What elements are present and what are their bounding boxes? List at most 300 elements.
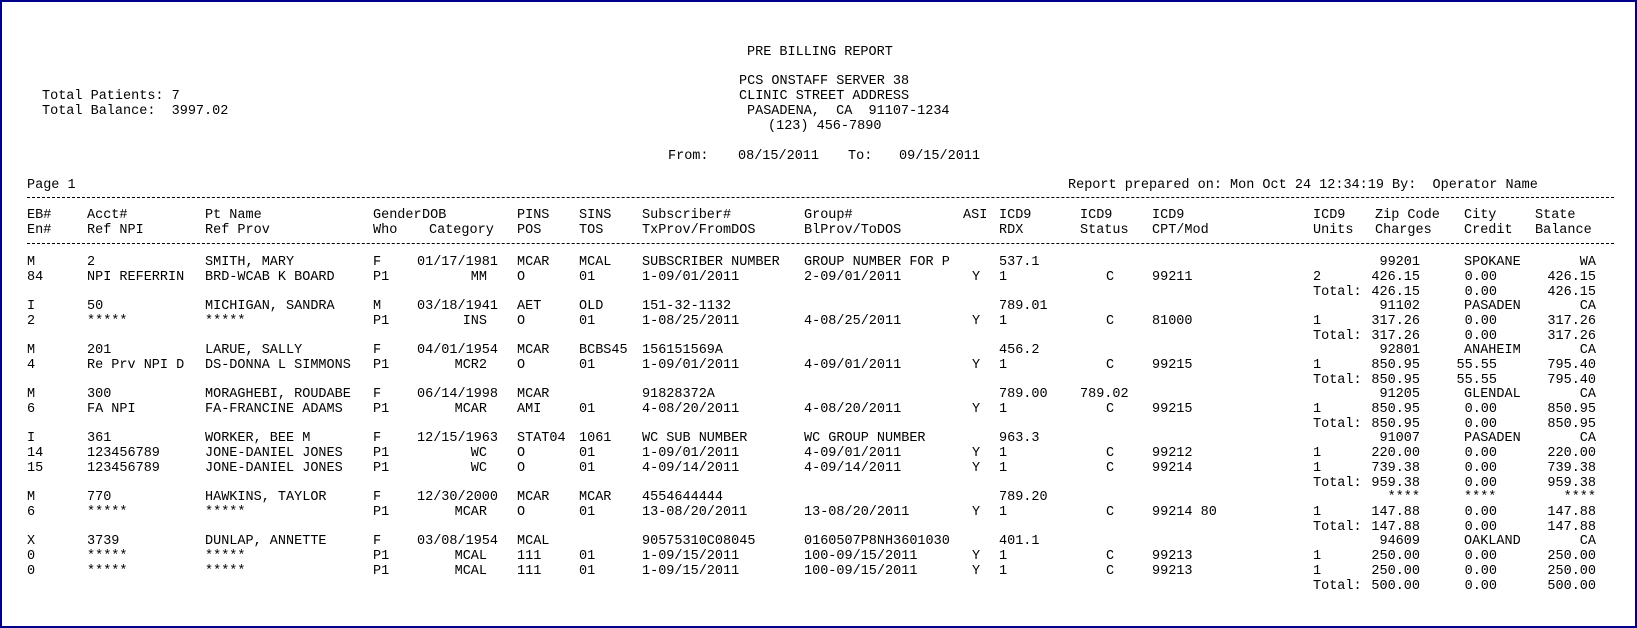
total-credit: 0.00 (1464, 285, 1497, 300)
dob: 03/08/1954 (417, 534, 499, 549)
asi: Y (972, 564, 981, 579)
icd9-rdx-ref: 1 (999, 402, 1008, 417)
primary-insurance: AET (517, 299, 542, 314)
group-number: 0160507P8NH3601030 (804, 534, 950, 549)
primary-insurance: STAT04 (517, 431, 566, 446)
icd9-status-code: C (1106, 402, 1115, 417)
balance: 850.95 (1547, 402, 1596, 417)
ref-provider: ***** (205, 505, 246, 520)
eb-code: M (27, 343, 36, 358)
eb-code: M (27, 255, 36, 270)
units: 1 (1313, 505, 1322, 520)
column-subheader: Units (1313, 223, 1354, 238)
icd9-rdx-ref: 1 (999, 564, 1008, 579)
pos: O (517, 446, 526, 461)
icd9-rdx-ref: 1 (999, 270, 1008, 285)
balance: 250.00 (1547, 549, 1596, 564)
tx-prov-from-dos: 4-08/20/2011 (642, 402, 740, 417)
category: MCR2 (454, 358, 487, 373)
eb-code: I (27, 299, 36, 314)
asi: Y (972, 505, 981, 520)
cpt-mod: 99213 (1152, 564, 1193, 579)
eb-code: X (27, 534, 36, 549)
column-subheader: Charges (1375, 223, 1432, 238)
category: INS (462, 314, 487, 329)
subscriber-number: 151-32-1132 (642, 299, 732, 314)
cpt-mod: 99212 (1152, 446, 1193, 461)
city: OAKLAND (1464, 534, 1521, 549)
balance: 250.00 (1547, 564, 1596, 579)
column-header: Pt Name (205, 208, 262, 223)
total-patients: Total Patients: 7 (42, 89, 180, 104)
tos: 01 (579, 314, 596, 329)
column-subheader: Who (373, 223, 398, 238)
pos: 111 (517, 564, 542, 579)
who: P1 (373, 358, 390, 373)
category: MCAL (454, 564, 487, 579)
units: 1 (1313, 314, 1322, 329)
asi: Y (972, 461, 981, 476)
account-number: 300 (87, 387, 112, 402)
cpt-mod: 99215 (1152, 402, 1193, 417)
subscriber-number: 4554644444 (642, 490, 724, 505)
icd9-rdx-ref: 1 (999, 314, 1008, 329)
total-label: Total: (1313, 285, 1362, 300)
column-header: Zip Code (1375, 208, 1440, 223)
cpt-mod: 99211 (1152, 270, 1193, 285)
tx-prov-from-dos: 1-09/01/2011 (642, 446, 740, 461)
secondary-insurance: MCAR (579, 490, 612, 505)
total-balance-amount: 959.38 (1547, 476, 1596, 491)
ref-provider: JONE-DANIEL JONES (205, 446, 343, 461)
column-subheader: POS (517, 223, 542, 238)
credit: 0.00 (1464, 314, 1497, 329)
column-subheader: Credit (1464, 223, 1513, 238)
tx-prov-from-dos: 1-09/15/2011 (642, 549, 740, 564)
credit: 0.00 (1464, 270, 1497, 285)
ref-npi: ***** (87, 564, 128, 579)
subscriber-number: WC SUB NUMBER (642, 431, 748, 446)
asi: Y (972, 446, 981, 461)
asi: Y (972, 270, 981, 285)
dob: 12/30/2000 (417, 490, 499, 505)
who: P1 (373, 549, 390, 564)
total-credit: 0.00 (1464, 476, 1497, 491)
icd9-status-code: C (1106, 314, 1115, 329)
gender: F (373, 431, 382, 446)
tos: 01 (579, 358, 596, 373)
who: P1 (373, 505, 390, 520)
bl-prov-to-dos: 2-09/01/2011 (804, 270, 902, 285)
total-credit: 55.55 (1456, 373, 1497, 388)
category: MCAR (454, 402, 487, 417)
balance: 220.00 (1547, 446, 1596, 461)
encounter-number: 15 (27, 461, 44, 476)
charges: 426.15 (1371, 270, 1420, 285)
patient-name: WORKER, BEE M (205, 431, 311, 446)
city: SPOKANE (1464, 255, 1521, 270)
column-header: ICD9 (1313, 208, 1346, 223)
who: P1 (373, 564, 390, 579)
balance: 426.15 (1547, 270, 1596, 285)
account-number: 770 (87, 490, 112, 505)
icd9-status-code: C (1106, 505, 1115, 520)
column-header: Group# (804, 208, 853, 223)
column-subheader: En# (27, 223, 52, 238)
column-subheader: Ref NPI (87, 223, 144, 238)
column-header: ICD9 (1080, 208, 1113, 223)
account-number: 201 (87, 343, 112, 358)
dob: 01/17/1981 (417, 255, 499, 270)
units: 1 (1313, 461, 1322, 476)
total-charges: 426.15 (1371, 285, 1420, 300)
zip-code: 94609 (1379, 534, 1420, 549)
report-title: PRE BILLING REPORT (747, 45, 893, 60)
total-credit: 0.00 (1464, 329, 1497, 344)
state: WA (1579, 255, 1596, 270)
patient-name: HAWKINS, TAYLOR (205, 490, 327, 505)
ref-provider: FA-FRANCINE ADAMS (205, 402, 343, 417)
column-header: Gender (373, 208, 422, 223)
credit: 0.00 (1464, 461, 1497, 476)
total-label: Total: (1313, 329, 1362, 344)
balance: 795.40 (1547, 358, 1596, 373)
charges: 850.95 (1371, 402, 1420, 417)
gender: F (373, 343, 382, 358)
patient-name: MORAGHEBI, ROUDABE (205, 387, 351, 402)
column-header: Subscriber# (642, 208, 732, 223)
patient-name: SMITH, MARY (205, 255, 295, 270)
total-label: Total: (1313, 579, 1362, 594)
city: ANAHEIM (1464, 343, 1521, 358)
who: P1 (373, 402, 390, 417)
bl-prov-to-dos: 100-09/15/2011 (804, 564, 918, 579)
icd9-status-code: C (1106, 446, 1115, 461)
icd9-rdx: 789.20 (999, 490, 1048, 505)
account-number: 361 (87, 431, 112, 446)
category: MM (470, 270, 487, 285)
total-charges: 147.88 (1371, 520, 1420, 535)
zip-code: **** (1387, 490, 1420, 505)
ref-npi: ***** (87, 314, 128, 329)
total-credit: 0.00 (1464, 579, 1497, 594)
category: WC (470, 446, 487, 461)
credit: 0.00 (1464, 564, 1497, 579)
pos: O (517, 461, 526, 476)
ref-provider: DS-DONNA L SIMMONS (205, 358, 351, 373)
dob: 06/14/1998 (417, 387, 499, 402)
eb-code: I (27, 431, 36, 446)
icd9-status-code: C (1106, 358, 1115, 373)
tx-prov-from-dos: 1-09/01/2011 (642, 358, 740, 373)
zip-code: 99201 (1379, 255, 1420, 270)
pos: O (517, 270, 526, 285)
bl-prov-to-dos: 4-09/01/2011 (804, 358, 902, 373)
state: CA (1579, 534, 1596, 549)
total-balance: Total Balance: 3997.02 (42, 104, 229, 119)
total-balance-amount: 147.88 (1547, 520, 1596, 535)
subscriber-number: SUBSCRIBER NUMBER (642, 255, 780, 270)
state: CA (1579, 343, 1596, 358)
org-address-line1: CLINIC STREET ADDRESS (739, 89, 910, 104)
ref-npi: NPI REFERRIN (87, 270, 185, 285)
encounter-number: 84 (27, 270, 44, 285)
subscriber-number: 90575310C08045 (642, 534, 756, 549)
pos: O (517, 505, 526, 520)
total-balance-amount: 850.95 (1547, 417, 1596, 432)
icd9-rdx-ref: 1 (999, 505, 1008, 520)
total-label: Total: (1313, 373, 1362, 388)
cpt-mod: 99214 80 (1152, 505, 1217, 520)
primary-insurance: MCAR (517, 255, 550, 270)
category: MCAL (454, 549, 487, 564)
account-number: 3739 (87, 534, 120, 549)
cpt-mod: 99215 (1152, 358, 1193, 373)
ref-npi: Re Prv NPI D (87, 358, 185, 373)
icd9-rdx-ref: 1 (999, 446, 1008, 461)
who: P1 (373, 314, 390, 329)
encounter-number: 6 (27, 402, 36, 417)
icd9-rdx-ref: 1 (999, 358, 1008, 373)
encounter-number: 2 (27, 314, 36, 329)
patient-name: DUNLAP, ANNETTE (205, 534, 327, 549)
state: **** (1563, 490, 1596, 505)
ref-provider: ***** (205, 314, 246, 329)
icd9-status-code: C (1106, 564, 1115, 579)
who: P1 (373, 446, 390, 461)
encounter-number: 0 (27, 564, 36, 579)
cpt-mod: 99213 (1152, 549, 1193, 564)
tos: 01 (579, 461, 596, 476)
tos: 01 (579, 549, 596, 564)
tos: 01 (579, 270, 596, 285)
zip-code: 92801 (1379, 343, 1420, 358)
charges: 250.00 (1371, 549, 1420, 564)
encounter-number: 6 (27, 505, 36, 520)
from-date: 08/15/2011 (738, 149, 820, 164)
credit: 55.55 (1456, 358, 1497, 373)
credit: 0.00 (1464, 402, 1497, 417)
tx-prov-from-dos: 1-09/01/2011 (642, 270, 740, 285)
group-number: WC GROUP NUMBER (804, 431, 926, 446)
header-bottom-rule (27, 243, 1614, 244)
icd9-rdx: 456.2 (999, 343, 1040, 358)
column-subheader: Status (1080, 223, 1129, 238)
asi: Y (972, 402, 981, 417)
gender: F (373, 387, 382, 402)
tos: 01 (579, 505, 596, 520)
column-header: ICD9 (1152, 208, 1185, 223)
total-charges: 500.00 (1371, 579, 1420, 594)
primary-insurance: MCAR (517, 343, 550, 358)
icd9-status: 789.02 (1080, 387, 1129, 402)
total-credit: 0.00 (1464, 520, 1497, 535)
ref-npi: ***** (87, 549, 128, 564)
org-address-line2: PASADENA, CA 91107-1234 (747, 104, 950, 119)
icd9-rdx: 789.00 (999, 387, 1048, 402)
total-label: Total: (1313, 520, 1362, 535)
column-header: State (1535, 208, 1576, 223)
units: 1 (1313, 549, 1322, 564)
total-balance-amount: 426.15 (1547, 285, 1596, 300)
total-charges: 850.95 (1371, 373, 1420, 388)
bl-prov-to-dos: 4-09/14/2011 (804, 461, 902, 476)
column-header: ASI (963, 208, 988, 223)
column-header: ICD9 (999, 208, 1032, 223)
bl-prov-to-dos: 13-08/20/2011 (804, 505, 910, 520)
subscriber-number: 91828372A (642, 387, 715, 402)
ref-provider: BRD-WCAB K BOARD (205, 270, 335, 285)
charges: 317.26 (1371, 314, 1420, 329)
icd9-status-code: C (1106, 461, 1115, 476)
asi: Y (972, 549, 981, 564)
units: 1 (1313, 358, 1322, 373)
charges: 250.00 (1371, 564, 1420, 579)
account-number: 50 (87, 299, 104, 314)
gender: F (373, 490, 382, 505)
column-header: Acct# (87, 208, 128, 223)
column-header: SINS (579, 208, 612, 223)
icd9-status-code: C (1106, 549, 1115, 564)
city: PASADEN (1464, 431, 1521, 446)
asi: Y (972, 314, 981, 329)
group-number: GROUP NUMBER FOR P (804, 255, 950, 270)
dob: 03/18/1941 (417, 299, 499, 314)
credit: 0.00 (1464, 505, 1497, 520)
balance: 739.38 (1547, 461, 1596, 476)
total-charges: 959.38 (1371, 476, 1420, 491)
units: 1 (1313, 564, 1322, 579)
city: **** (1464, 490, 1497, 505)
column-subheader: CPT/Mod (1152, 223, 1209, 238)
ref-npi: 123456789 (87, 461, 160, 476)
zip-code: 91102 (1379, 299, 1420, 314)
ref-npi: 123456789 (87, 446, 160, 461)
account-number: 2 (87, 255, 96, 270)
who: P1 (373, 270, 390, 285)
bl-prov-to-dos: 4-08/25/2011 (804, 314, 902, 329)
state: CA (1579, 299, 1596, 314)
column-subheader: TOS (579, 223, 604, 238)
charges: 850.95 (1371, 358, 1420, 373)
tos: 01 (579, 564, 596, 579)
total-charges: 850.95 (1371, 417, 1420, 432)
cpt-mod: 99214 (1152, 461, 1193, 476)
charges: 739.38 (1371, 461, 1420, 476)
who: P1 (373, 461, 390, 476)
credit: 0.00 (1464, 446, 1497, 461)
charges: 220.00 (1371, 446, 1420, 461)
encounter-number: 14 (27, 446, 44, 461)
subscriber-number: 156151569A (642, 343, 724, 358)
credit: 0.00 (1464, 549, 1497, 564)
zip-code: 91007 (1379, 431, 1420, 446)
icd9-rdx-ref: 1 (999, 549, 1008, 564)
column-header: PINS (517, 208, 550, 223)
total-label: Total: (1313, 476, 1362, 491)
city: GLENDAL (1464, 387, 1521, 402)
column-header: EB# (27, 208, 52, 223)
total-balance-amount: 795.40 (1547, 373, 1596, 388)
dob: 04/01/1954 (417, 343, 499, 358)
eb-code: M (27, 490, 36, 505)
column-header: DOB (422, 208, 447, 223)
state: CA (1579, 431, 1596, 446)
gender: F (373, 255, 382, 270)
secondary-insurance: MCAL (579, 255, 612, 270)
report-prepared-info: Report prepared on: Mon Oct 24 12:34:19 By: Operator Name (1068, 178, 1538, 193)
tx-prov-from-dos: 4-09/14/2011 (642, 461, 740, 476)
gender: F (373, 534, 382, 549)
icd9-rdx-ref: 1 (999, 461, 1008, 476)
patient-name: LARUE, SALLY (205, 343, 303, 358)
encounter-number: 4 (27, 358, 36, 373)
asi: Y (972, 358, 981, 373)
patient-name: MICHIGAN, SANDRA (205, 299, 335, 314)
icd9-rdx: 537.1 (999, 255, 1040, 270)
cpt-mod: 81000 (1152, 314, 1193, 329)
primary-insurance: MCAR (517, 490, 550, 505)
city: PASADEN (1464, 299, 1521, 314)
gender: M (373, 299, 382, 314)
state: CA (1579, 387, 1596, 402)
column-subheader: BlProv/ToDOS (804, 223, 902, 238)
balance: 147.88 (1547, 505, 1596, 520)
to-date: 09/15/2011 (899, 149, 981, 164)
tos: 01 (579, 402, 596, 417)
pos: O (517, 314, 526, 329)
ref-provider: ***** (205, 564, 246, 579)
icd9-rdx: 789.01 (999, 299, 1048, 314)
bl-prov-to-dos: 4-08/20/2011 (804, 402, 902, 417)
tx-prov-from-dos: 13-08/20/2011 (642, 505, 748, 520)
balance: 317.26 (1547, 314, 1596, 329)
icd9-rdx: 963.3 (999, 431, 1040, 446)
column-subheader: Balance (1535, 223, 1592, 238)
secondary-insurance: 1061 (579, 431, 612, 446)
ref-npi: FA NPI (87, 402, 136, 417)
ref-provider: ***** (205, 549, 246, 564)
tx-prov-from-dos: 1-09/15/2011 (642, 564, 740, 579)
icd9-status-code: C (1106, 270, 1115, 285)
org-phone: (123) 456-7890 (768, 119, 882, 134)
tx-prov-from-dos: 1-08/25/2011 (642, 314, 740, 329)
column-subheader: Category (429, 223, 494, 238)
primary-insurance: MCAL (517, 534, 550, 549)
total-charges: 317.26 (1371, 329, 1420, 344)
column-subheader: TxProv/FromDOS (642, 223, 756, 238)
secondary-insurance: BCBS45 (579, 343, 628, 358)
bl-prov-to-dos: 100-09/15/2011 (804, 549, 918, 564)
total-credit: 0.00 (1464, 417, 1497, 432)
units: 2 (1313, 270, 1322, 285)
column-subheader: Ref Prov (205, 223, 270, 238)
total-balance-amount: 500.00 (1547, 579, 1596, 594)
category: WC (470, 461, 487, 476)
primary-insurance: MCAR (517, 387, 550, 402)
encounter-number: 0 (27, 549, 36, 564)
column-subheader: RDX (999, 223, 1024, 238)
pos: O (517, 358, 526, 373)
from-label: From: (668, 149, 709, 164)
category: MCAR (454, 505, 487, 520)
icd9-rdx: 401.1 (999, 534, 1040, 549)
bl-prov-to-dos: 4-09/01/2011 (804, 446, 902, 461)
total-balance-amount: 317.26 (1547, 329, 1596, 344)
header-top-rule (27, 197, 1614, 198)
ref-provider: JONE-DANIEL JONES (205, 461, 343, 476)
units: 1 (1313, 402, 1322, 417)
